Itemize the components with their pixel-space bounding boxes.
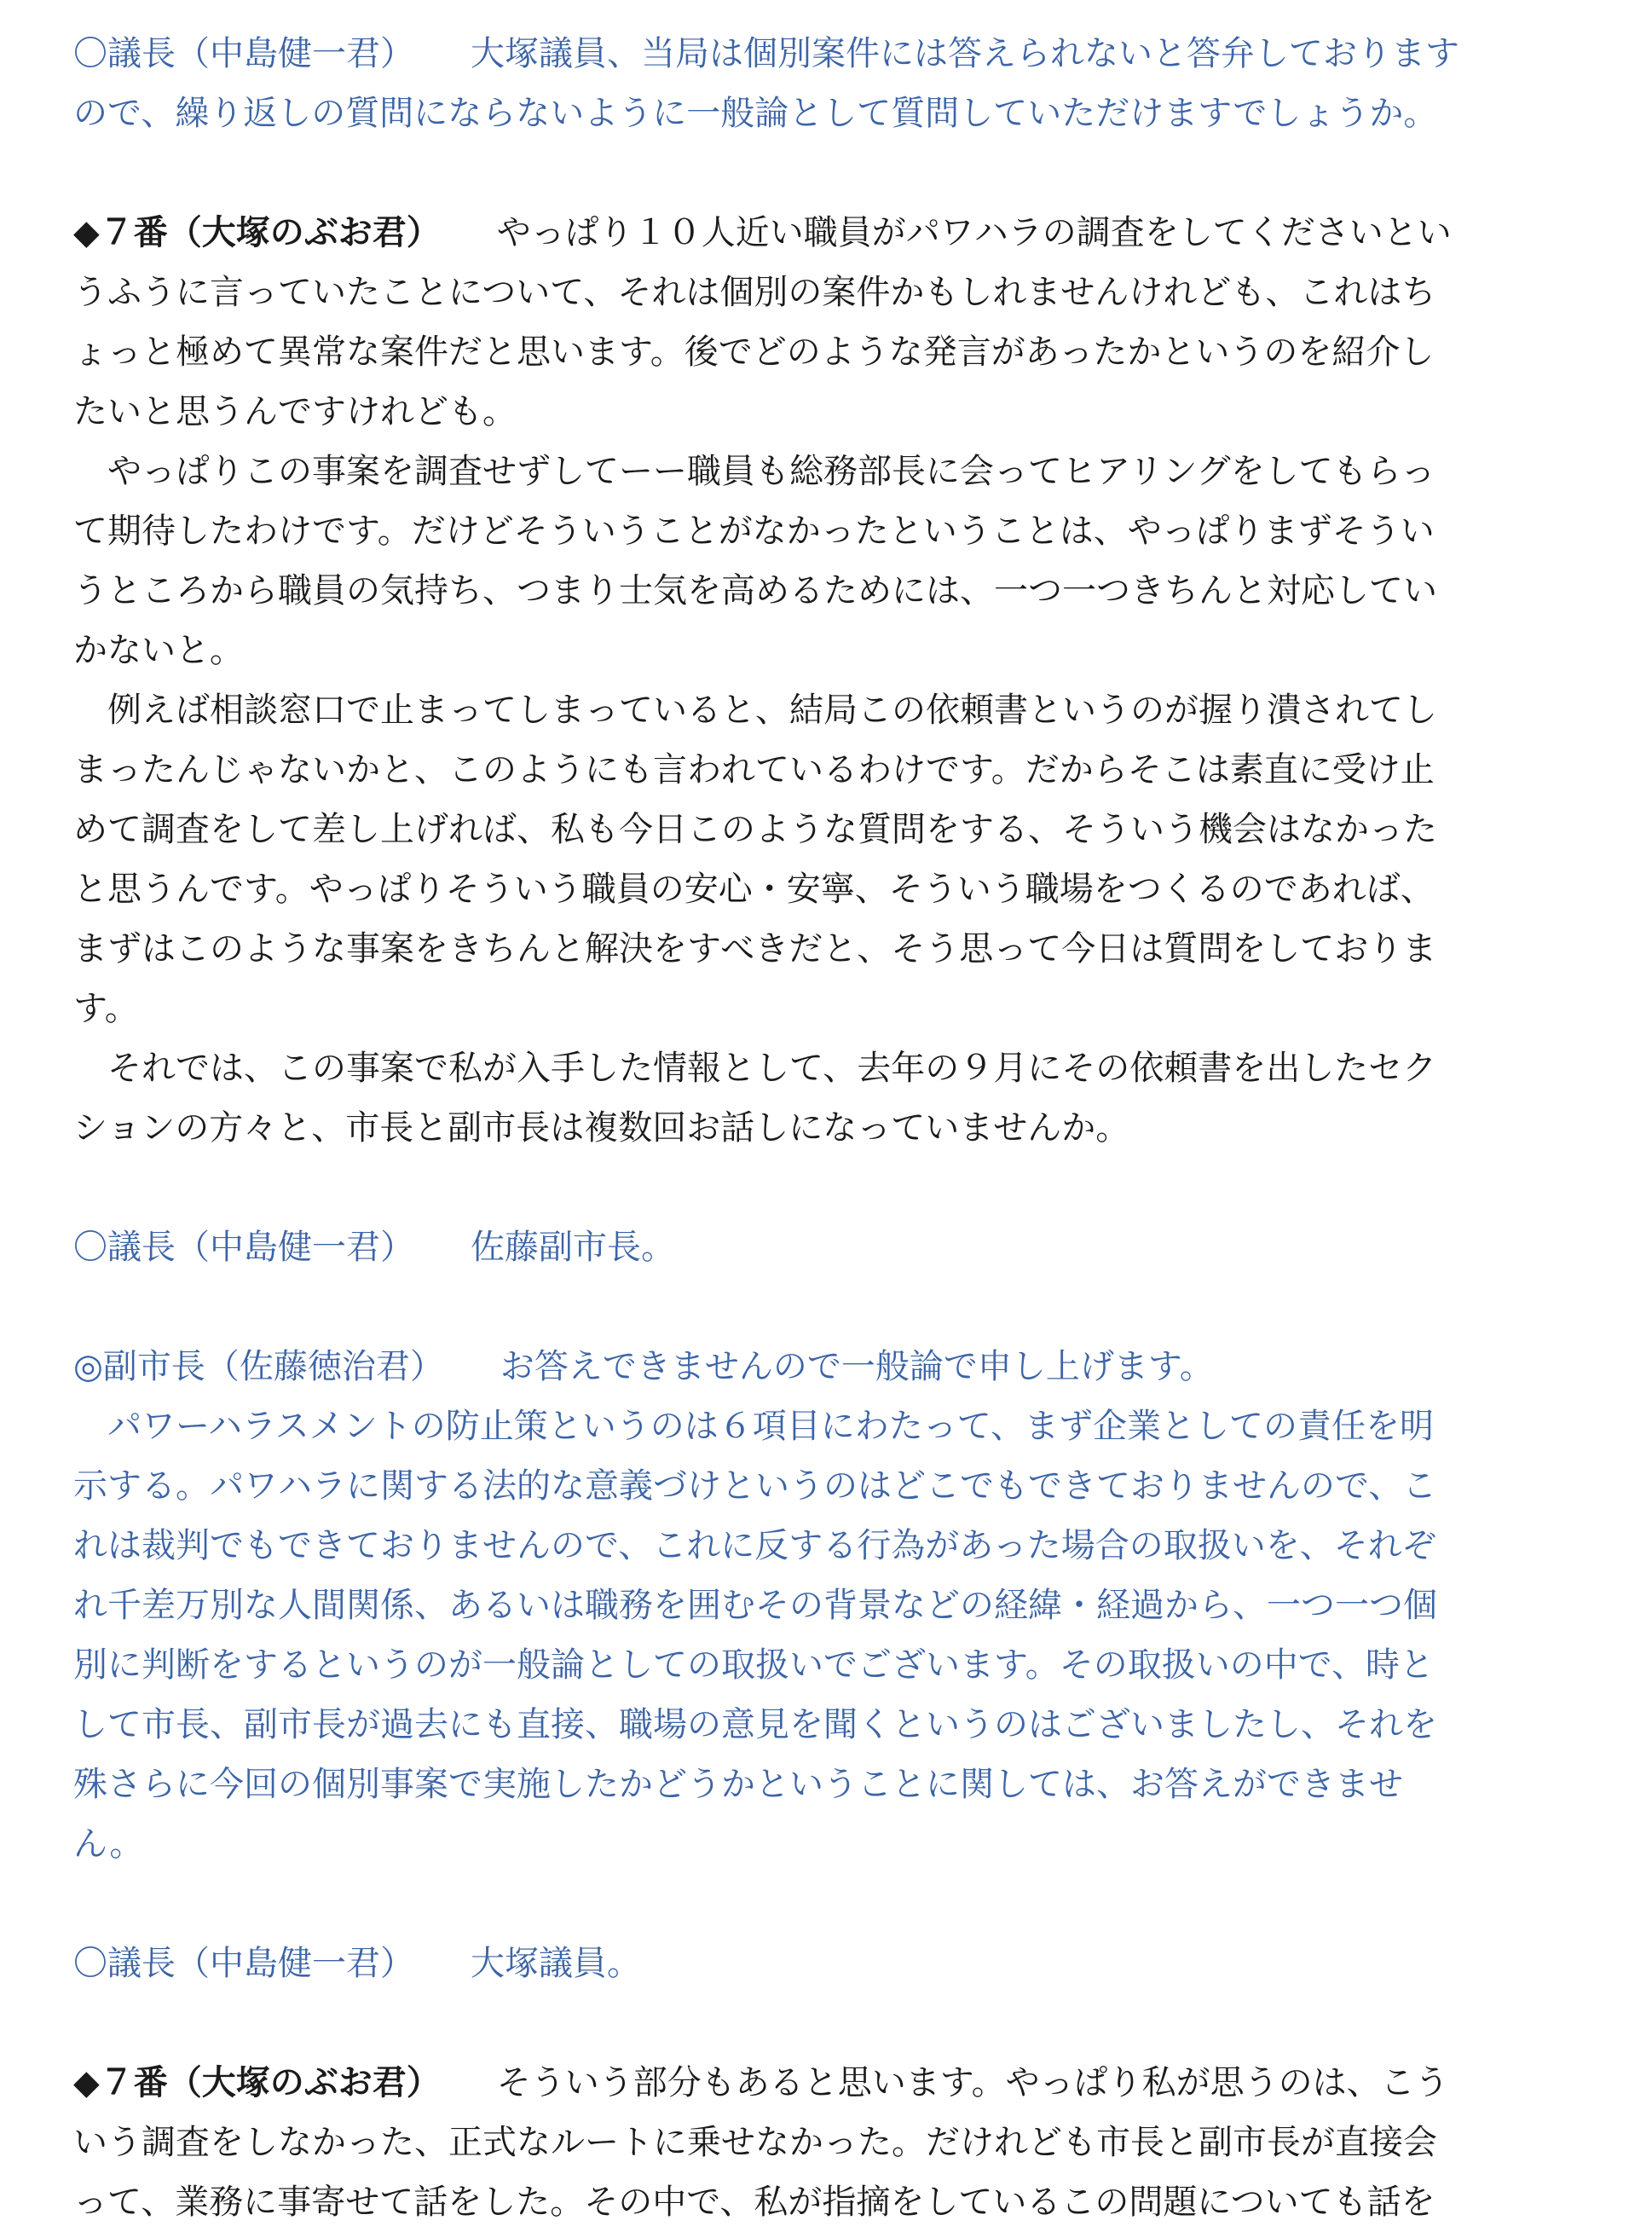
text-line: うふうに言っていたことについて、それは個別の案件かもしれませんけれども、これはち — [73, 273, 1436, 312]
remark-text: お答えできませんので一般論で申し上げます。 — [500, 1347, 1214, 1386]
text-line: と思うんです。やっぱりそういう職員の安心・安寧、そういう職場をつくるのであれば、 — [73, 870, 1435, 909]
text-line: 別に判断をするというのが一般論としての取扱いでございます。その取扱いの中で、時と — [73, 1645, 1434, 1685]
text-line — [73, 2053, 1587, 2113]
text-line: ん。 — [73, 1824, 144, 1864]
text-line: たいと思うんですけれども。 — [73, 392, 517, 431]
speaker-label: 〇議長（中島健一君） — [73, 1228, 414, 1267]
remark-text: 大塚議員、当局は個別案件には答えられないと答弁しております — [471, 34, 1459, 73]
text-line: 示する。パワハラに関する法的な意義づけというのはどこでもできておりませんので、こ — [73, 1466, 1437, 1506]
text-line: す。 — [73, 989, 139, 1028]
chair-remark — [73, 1934, 1587, 1993]
member-remark — [73, 2053, 1587, 2232]
text-line: して市長、副市長が過去にも直接、職場の意見を聞くというのはございましたし、それを — [73, 1705, 1437, 1744]
text-line — [73, 1934, 1587, 1993]
text-line: うところから職員の気持ち、つまり士気を高めるためには、一つ一つきちんと対応してい — [73, 571, 1437, 610]
speaker-label: 〇議長（中島健一君） — [73, 1944, 414, 1983]
text-line — [73, 24, 1587, 84]
text-line: まずはこのような事案をきちんと解決をすべきだと、そう思って今日は質問をしておりま — [73, 929, 1437, 969]
official-remark — [73, 1337, 1587, 1874]
text-line: いう調査をしなかった、正式なルートに乗せなかった。だけれども市長と副市長が直接会 — [73, 2123, 1437, 2162]
text-line — [73, 1217, 1587, 1277]
remark-text: 佐藤副市長。 — [471, 1228, 675, 1267]
text-line: かないと。 — [73, 631, 244, 670]
remark-text: そういう部分もあると思います。やっぱり私が思うのは、こう — [496, 2063, 1449, 2102]
text-line: て期待したわけです。だけどそういうことがなかったということは、やっぱりまずそうい — [73, 512, 1435, 551]
text-line: まったんじゃないかと、このようにも言われているわけです。だからそこは素直に受け止 — [73, 750, 1435, 789]
text-line: 殊さらに今回の個別事案で実施したかどうかということに関しては、お答えができませ — [73, 1765, 1403, 1804]
text-line — [73, 1337, 1587, 1396]
speaker-label: ◎副市長（佐藤徳治君） — [73, 1347, 444, 1386]
text-line — [73, 203, 1587, 263]
document-page — [73, 24, 1587, 2232]
text-line: れ千差万別な人間関係、あるいは職務を囲むその背景などの経緯・経過から、一つ一つ個 — [73, 1586, 1437, 1625]
text-line: めて調査をして差し上げれば、私も今日このような質問をする、そういう機会はなかった — [73, 810, 1437, 849]
speaker-label: 〇議長（中島健一君） — [73, 34, 414, 73]
text-line: ょっと極めて異常な案件だと思います。後でどのような発言があったかというのを紹介し — [73, 332, 1435, 372]
member-remark — [73, 203, 1587, 1158]
text-line: って、業務に事寄せて話をした。その中で、私が指摘をしているこの問題についても話を — [73, 2183, 1435, 2222]
speaker-label: ◆７番（大塚のぶお君） — [73, 2062, 441, 2102]
remark-text: やっぱり１０人近い職員がパワハラの調査をしてくださいとい — [496, 213, 1452, 252]
text-line: ので、繰り返しの質問にならないように一般論として質問していただけますでしょうか。 — [73, 94, 1438, 133]
chair-remark — [73, 24, 1587, 143]
text-line: 例えば相談窓口で止まってしまっていると、結局この依頼書というのが握り潰されてし — [73, 691, 1437, 730]
text-line: やっぱりこの事案を調査せずしてーー職員も総務部長に会ってヒアリングをしてもらっ — [73, 452, 1435, 491]
text-line: れは裁判でもできておりませんので、これに反する行為があった場合の取扱いを、それぞ — [73, 1526, 1436, 1565]
speaker-label: ◆７番（大塚のぶお君） — [73, 212, 441, 252]
remark-text: 大塚議員。 — [471, 1944, 641, 1983]
chair-remark — [73, 1217, 1587, 1277]
text-line: ションの方々と、市長と副市長は複数回お話しになっていませんか。 — [73, 1108, 1130, 1148]
text-line: パワーハラスメントの防止策というのは６項目にわたって、まず企業としての責任を明 — [73, 1407, 1434, 1446]
text-line: それでは、この事案で私が入手した情報として、去年の９月にその依頼書を出したセク — [73, 1049, 1437, 1088]
